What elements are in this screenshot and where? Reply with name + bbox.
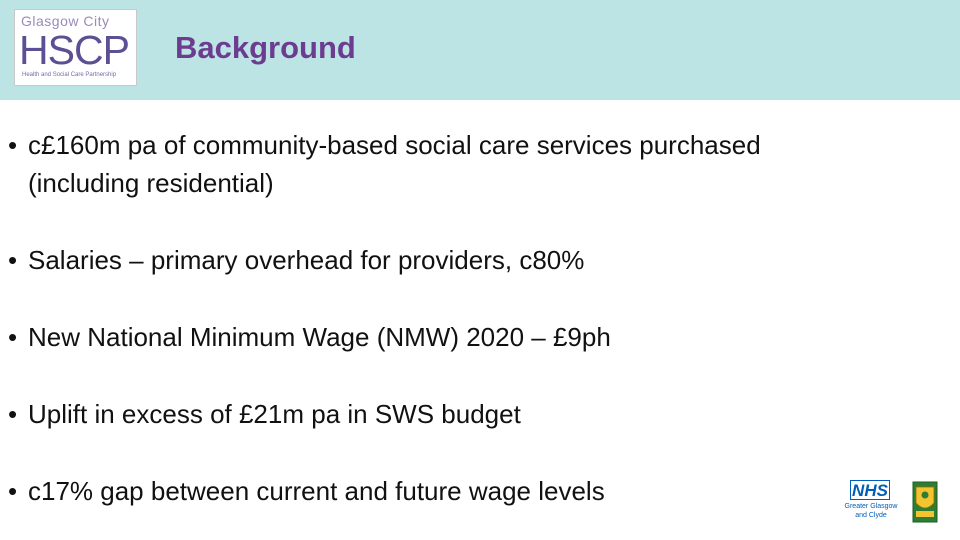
- bullet-text-line: New National Minimum Wage (NMW) 2020 – £9ph: [28, 322, 611, 352]
- nhs-logo: [838, 480, 904, 525]
- glasgow-crest-icon: [912, 481, 938, 523]
- logo-sub-text: Health and Social Care Partnership: [22, 72, 117, 78]
- logo-main-text: HSCP: [19, 27, 129, 73]
- hscp-logo: [14, 9, 137, 86]
- bullet-item: [0, 241, 940, 279]
- bullet-text-line: Uplift in excess of £21m pa in SWS budget: [28, 399, 521, 429]
- slide-title: Background: [175, 30, 356, 65]
- nhs-line1: Greater Glasgow: [844, 503, 898, 510]
- logo-top-text: Glasgow City: [21, 13, 110, 29]
- bullet-text-line: Salaries – primary overhead for providers, c80%: [28, 245, 585, 275]
- bullet-list: [0, 126, 940, 510]
- bullet-item: [0, 472, 940, 510]
- bullet-text-line: c17% gap between current and future wage levels: [28, 476, 605, 506]
- nhs-org-name: [838, 502, 904, 520]
- bullet-item: [0, 318, 940, 356]
- bullet-item: [0, 395, 940, 433]
- nhs-badge: NHS: [850, 480, 890, 500]
- bullet-text-line: (including residential): [28, 168, 274, 198]
- nhs-line2: and Clyde: [855, 512, 887, 519]
- bullet-text-line: c£160m pa of community-based social care services purchased: [28, 130, 761, 160]
- header-band: [0, 0, 960, 100]
- bullet-item: [0, 126, 940, 202]
